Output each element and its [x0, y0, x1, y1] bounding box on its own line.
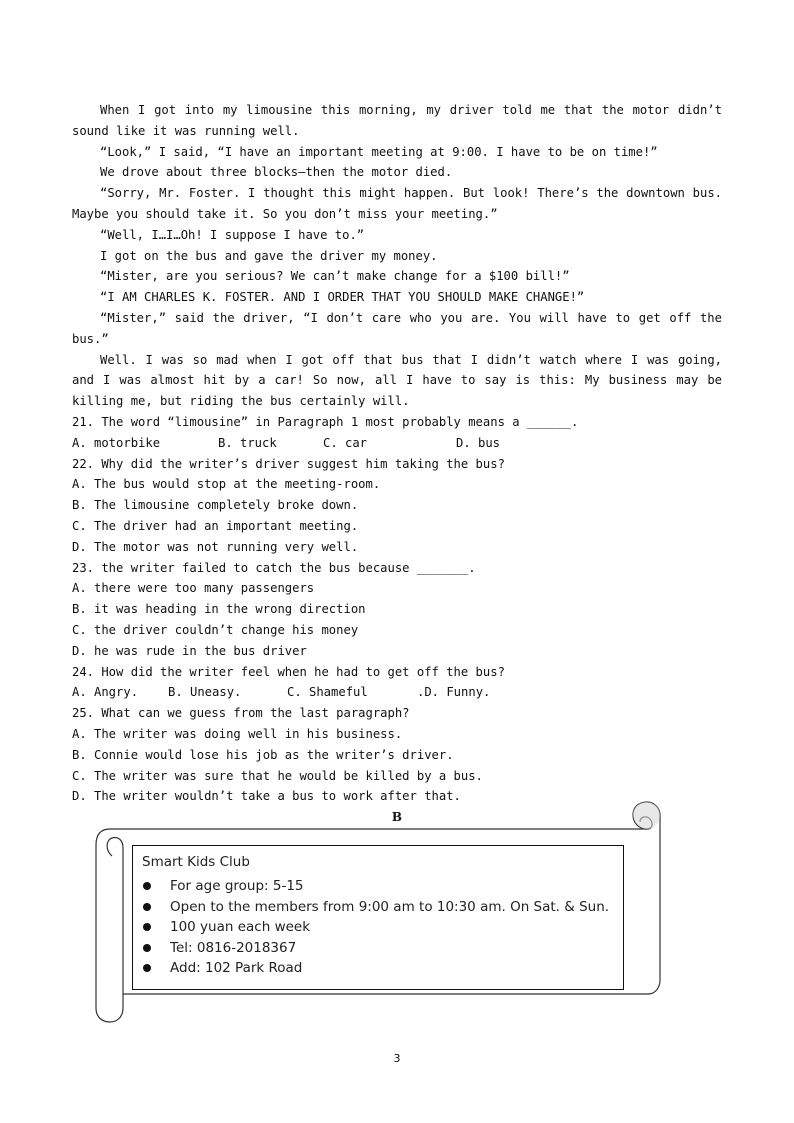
option-21-c: C. car	[323, 435, 368, 450]
club-title: Smart Kids Club	[142, 854, 250, 870]
list-item	[142, 917, 614, 938]
passage-paragraph-8: “I AM CHARLES K. FOSTER. AND I ORDER THAT YOU SHOULD MAKE CHANGE!”	[100, 290, 585, 305]
option-24-b: B. Uneasy.	[168, 685, 242, 700]
club-info-list	[142, 876, 614, 979]
option-24-d: .D. Funny.	[417, 685, 491, 700]
option-24-c: C. Shameful	[287, 685, 368, 700]
passage-paragraph-6: I got on the bus and gave the driver my money.	[100, 248, 438, 263]
passage-paragraph-1: When I got into my limousine this morning, my driver told me that the motor didn’t sound like it was running well.	[72, 103, 722, 138]
question-22-stem: 22. Why did the writer’s driver suggest him taking the bus?	[72, 456, 505, 471]
scroll-left-roll	[96, 829, 123, 1022]
option-25-b: B. Connie would lose his job as the writer’s driver.	[72, 747, 454, 762]
bullet-icon	[143, 944, 151, 952]
question-24-options	[72, 682, 722, 703]
club-address: Add: 102 Park Road	[170, 960, 303, 977]
option-25-d: D. The writer wouldn’t take a bus to work after that.	[72, 789, 461, 804]
bullet-icon	[143, 882, 151, 890]
reading-passage	[72, 100, 722, 412]
option-21-b: B. truck	[218, 435, 277, 450]
club-age-group: For age group: 5-15	[170, 878, 304, 894]
option-23-d: D. he was rude in the bus driver	[72, 643, 307, 658]
passage-paragraph-4: “Sorry, Mr. Foster. I thought this might happen. But look! There’s the downtown bus. Maybe you should take it. So you don’t miss your meeting.”	[72, 186, 722, 221]
club-opening-hours: Open to the members from 9:00 am to 10:30 am. On Sat. & Sun.	[170, 898, 610, 915]
question-list	[72, 412, 722, 807]
option-24-a: A. Angry.	[72, 685, 139, 700]
question-21-options	[72, 433, 722, 454]
scroll-right-roll	[633, 802, 660, 994]
passage-paragraph-7: “Mister, are you serious? We can’t make change for a $100 bill!”	[100, 269, 570, 284]
passage-paragraph-5: “Well, I…I…Oh! I suppose I have to.”	[100, 227, 365, 242]
question-24-stem: 24. How did the writer feel when he had to get off the bus?	[72, 664, 505, 679]
section-b-heading: B	[391, 810, 403, 824]
option-22-d: D. The motor was not running very well.	[72, 539, 359, 554]
option-23-c: C. the driver couldn’t change his money	[72, 622, 359, 637]
question-23-stem: 23. the writer failed to catch the bus because _______.	[72, 560, 476, 575]
bullet-icon	[143, 923, 151, 931]
option-23-b: B. it was heading in the wrong direction	[72, 602, 366, 617]
page-number: 3	[393, 1052, 401, 1065]
list-item	[142, 876, 614, 897]
club-price: 100 yuan each week	[170, 919, 311, 936]
option-22-c: C. The driver had an important meeting.	[72, 518, 359, 533]
bullet-icon	[143, 903, 151, 911]
option-22-a: A. The bus would stop at the meeting-room.	[72, 477, 381, 492]
list-item	[142, 958, 614, 979]
option-23-a: A. there were too many passengers	[72, 581, 315, 596]
option-22-b: B. The limousine completely broke down.	[72, 498, 359, 513]
passage-paragraph-2: “Look,” I said, “I have an important meeting at 9:00. I have to be on time!”	[100, 144, 658, 159]
option-21-a: A. motorbike	[72, 435, 161, 450]
option-25-a: A. The writer was doing well in his business.	[72, 726, 403, 741]
option-21-d: D. bus	[456, 435, 501, 450]
club-info-card	[132, 845, 624, 990]
list-item	[142, 938, 614, 959]
passage-paragraph-3: We drove about three blocks—then the motor died.	[100, 165, 453, 180]
passage-paragraph-9: “Mister,” said the driver, “I don’t care who you are. You will have to get off the bus.”	[72, 310, 722, 346]
option-25-c: C. The writer was sure that he would be killed by a bus.	[72, 768, 483, 783]
bullet-icon	[143, 964, 151, 972]
question-21-stem: 21. The word “limousine” in Paragraph 1 most probably means a ______.	[72, 415, 579, 429]
passage-paragraph-10: Well. I was so mad when I got off that bus that I didn’t watch where I was going, and I was almost hit by a car! So now, all I have to say is this: My business may be killing me, but riding the bus certainly will.	[72, 352, 722, 409]
club-telephone: Tel: 0816-2018367	[170, 939, 297, 956]
question-25-stem: 25. What can we guess from the last paragraph?	[72, 706, 410, 721]
list-item	[142, 897, 614, 918]
